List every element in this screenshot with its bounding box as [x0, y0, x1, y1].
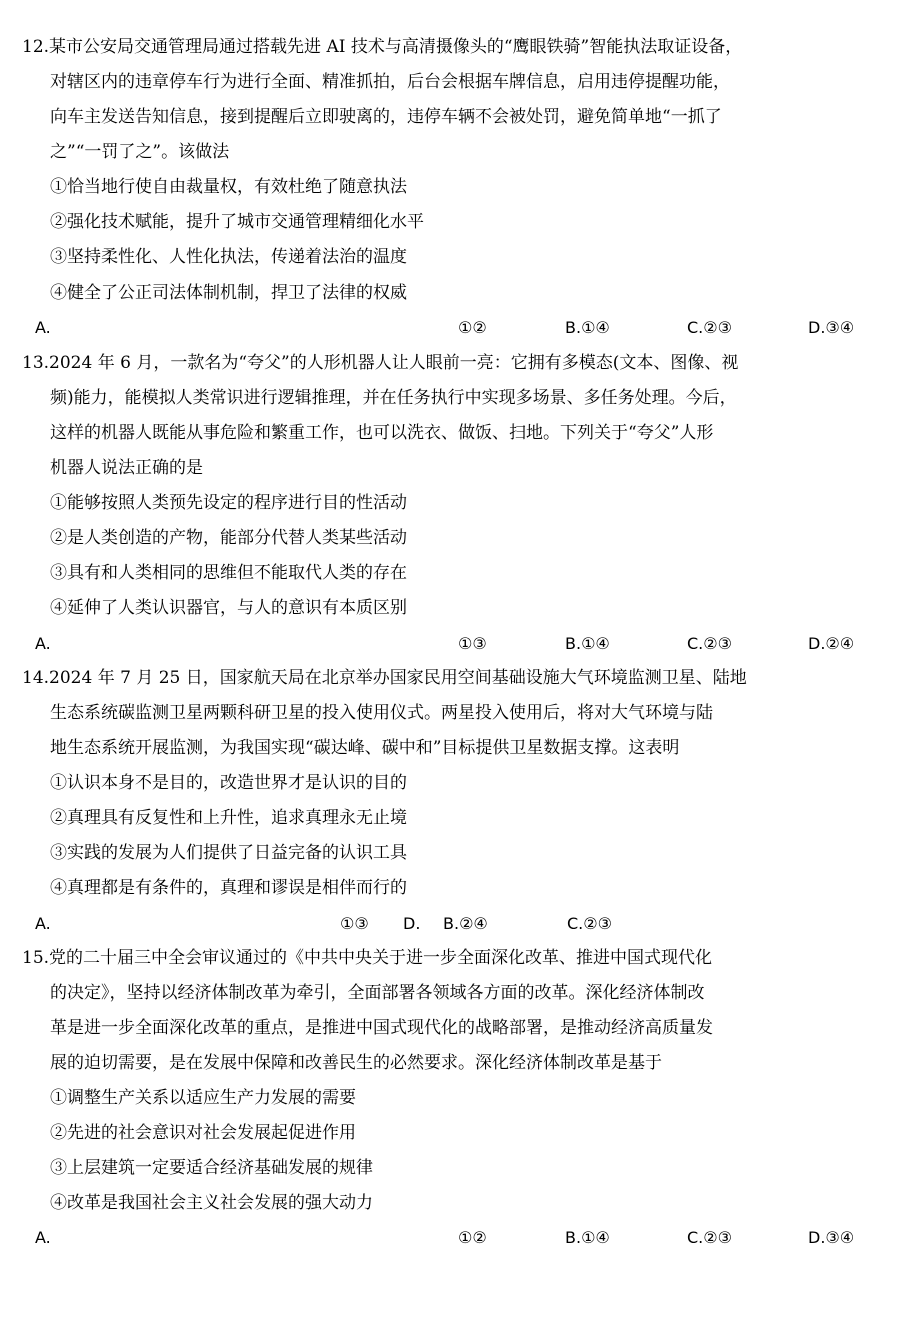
choice-item: ①恰当地行使自由裁量权，有效杜绝了随意执法: [50, 177, 407, 197]
answer-option: C.②③: [687, 634, 732, 653]
choice-item: ①认识本身不是目的，改造世界才是认识的目的: [50, 773, 407, 793]
answer-option: A.: [35, 1228, 51, 1247]
question-stem-line: 生态系统碳监测卫星两颗科研卫星的投入使用仪式。两星投入使用后，将对大气环境与陆: [50, 703, 713, 723]
answer-option: ①②: [458, 318, 487, 337]
choice-item: ②强化技术赋能，提升了城市交通管理精细化水平: [50, 212, 424, 232]
choice-item: ③实践的发展为人们提供了日益完备的认识工具: [50, 843, 407, 863]
answer-option: D.: [403, 914, 421, 933]
question-stem-line: 之”“一罚了之”。该做法: [50, 142, 230, 162]
choice-item: ③具有和人类相同的思维但不能取代人类的存在: [50, 563, 407, 583]
answer-option: A.: [35, 634, 51, 653]
question-stem-line: 14.2024 年 7 月 25 日，国家航天局在北京举办国家民用空间基础设施大气环境监测卫星、陆地: [22, 668, 747, 688]
answer-option: C.②③: [687, 1228, 732, 1247]
choice-item: ①能够按照人类预先设定的程序进行目的性活动: [50, 493, 407, 513]
question-stem-line: 频)能力，能模拟人类常识进行逻辑推理，并在任务执行中实现多场景、多任务处理。今后，: [50, 388, 737, 408]
question-stem-line: 地生态系统开展监测，为我国实现“碳达峰、碳中和”目标提供卫星数据支撑。这表明: [50, 738, 680, 758]
choice-item: ④真理都是有条件的，真理和谬误是相伴而行的: [50, 878, 407, 898]
choice-item: ②真理具有反复性和上升性，追求真理永无止境: [50, 808, 407, 828]
answer-option: B.①④: [565, 1228, 610, 1247]
choice-item: ②是人类创造的产物，能部分代替人类某些活动: [50, 528, 407, 548]
question-stem-line: 机器人说法正确的是: [50, 458, 203, 478]
question-stem-line: 革是进一步全面深化改革的重点，是推进中国式现代化的战略部署，是推动经济高质量发: [50, 1018, 713, 1038]
answer-option: ①③: [458, 634, 487, 653]
answer-option: B.②④: [443, 914, 488, 933]
question-stem-line: 向车主发送告知信息，接到提醒后立即驶离的，违停车辆不会被处罚，避免简单地“一抓了: [50, 107, 722, 127]
question-stem-line: 对辖区内的违章停车行为进行全面、精准抓拍，后台会根据车牌信息，启用违停提醒功能，: [50, 72, 730, 92]
answer-option: A.: [35, 914, 51, 933]
answer-option: D.③④: [808, 318, 855, 337]
choice-item: ②先进的社会意识对社会发展起促进作用: [50, 1123, 356, 1143]
answer-option: B.①④: [565, 318, 610, 337]
question-stem-line: 展的迫切需要，是在发展中保障和改善民生的必然要求。深化经济体制改革是基于: [50, 1053, 662, 1073]
answer-option: ①③: [340, 914, 369, 933]
question-stem-line: 15.党的二十届三中全会审议通过的《中共中央关于进一步全面深化改革、推进中国式现代化: [22, 948, 713, 968]
answer-option: D.②④: [808, 634, 855, 653]
question-stem-line: 的决定》，坚持以经济体制改革为牵引，全面部署各领域各方面的改革。深化经济体制改: [50, 983, 705, 1003]
answer-option: D.③④: [808, 1228, 855, 1247]
question-stem-line: 12.某市公安局交通管理局通过搭载先进 AI 技术与高清摄像头的“鹰眼铁骑”智能执法取证设备，: [22, 37, 743, 57]
choice-item: ③坚持柔性化、人性化执法，传递着法治的温度: [50, 247, 407, 267]
question-stem-line: 这样的机器人既能从事危险和繁重工作，也可以洗衣、做饭、扫地。下列关于“夸父”人形: [50, 423, 714, 443]
answer-option: A.: [35, 318, 51, 337]
answer-option: B.①④: [565, 634, 610, 653]
answer-option: C.②③: [687, 318, 732, 337]
answer-option: C.②③: [567, 914, 612, 933]
choice-item: ①调整生产关系以适应生产力发展的需要: [50, 1088, 356, 1108]
choice-item: ④延伸了人类认识器官，与人的意识有本质区别: [50, 598, 407, 618]
choice-item: ④改革是我国社会主义社会发展的强大动力: [50, 1193, 373, 1213]
answer-option: ①②: [458, 1228, 487, 1247]
choice-item: ④健全了公正司法体制机制，捍卫了法律的权威: [50, 283, 407, 303]
choice-item: ③上层建筑一定要适合经济基础发展的规律: [50, 1158, 373, 1178]
question-stem-line: 13.2024 年 6 月，一款名为“夸父”的人形机器人让人眼前一亮：它拥有多模态(文本、图像、视: [22, 353, 739, 373]
